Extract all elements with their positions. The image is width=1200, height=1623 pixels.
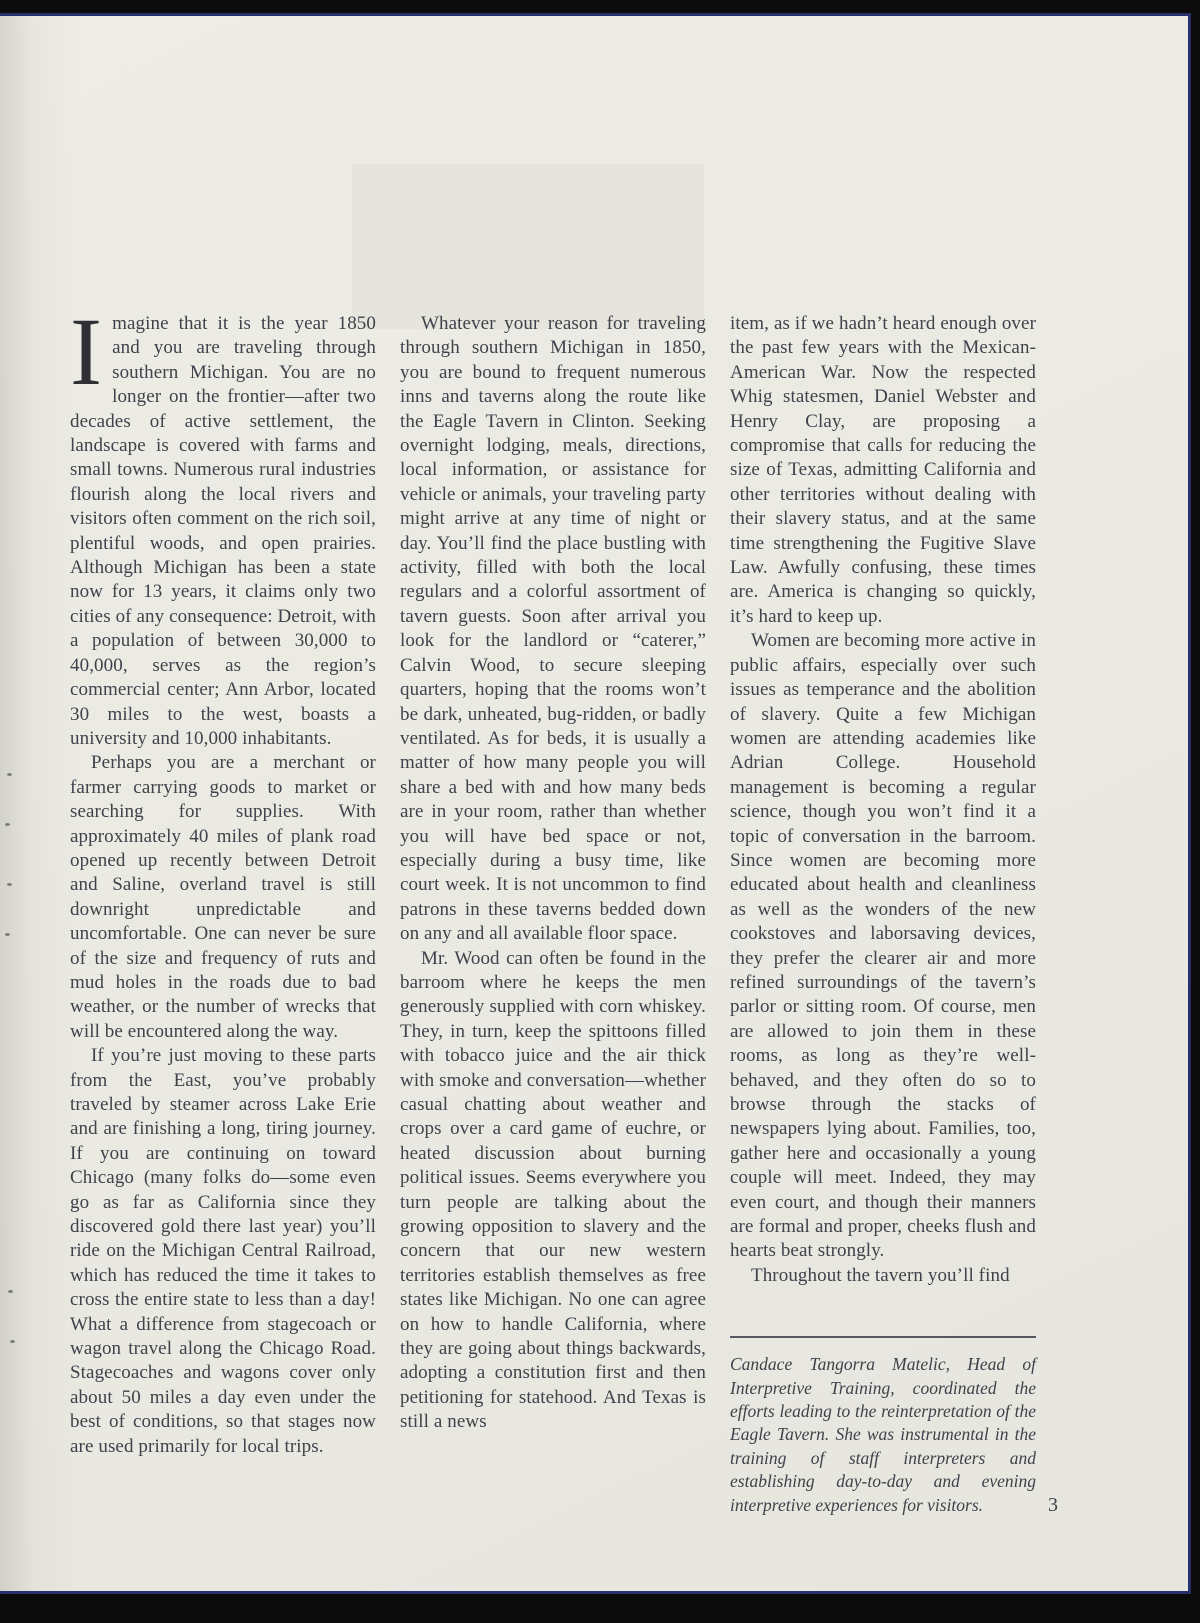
- paper-speck: [5, 823, 10, 826]
- paper-speck: [7, 773, 12, 776]
- paragraph-continuation: item, as if we hadn’t heard enough over the past few years with the Mexican-American War. Now the respected Whig statesmen, Daniel Webster and Henry Clay, are proposing a compromise that calls for reducing the size of Texas, admitting California and other territories without dealing with their slavery status, and at the same time strengthening the Fugitive Slave Law. Awfully confusing, these times are. America is changing so quickly, it’s hard to keep up.: [730, 313, 1036, 627]
- magazine-page: [0, 13, 1191, 1594]
- footnote-divider-rule: [730, 1336, 1036, 1338]
- page-number: 3: [1048, 1494, 1058, 1516]
- paragraph: Perhaps you are a merchant or farmer carrying goods to market or searching for supplies. With approximately 40 miles of plank road opened up recently between Detroit and Saline, overland travel is still downright unpredictable and uncomfortable. One can never be sure of the size and frequency of ruts and mud holes in the roads due to bad weather, or the number of wrecks that will be encountered along the way.: [70, 752, 376, 1042]
- paragraph-opening: [70, 298, 376, 751]
- paragraph-text: magine that it is the year 1850 and you are traveling through southern Michigan. You are no longer on the frontier—after two decades of active settlement, the landscape is covered with farms and small towns. Numerous rural industries flourish along the local rivers and visitors often comment on the rich soil, plentiful woods, and open prairies. Although Michigan has been a state now for 13 years, it claims only two cities of any consequence: Detroit, with a population of between 30,000 to 40,000, serves as the region’s commercial center; Ann Arbor, located 30 miles to the west, boasts a university and 10,000 inhabitants.: [70, 313, 376, 749]
- author-bio-text: Candace Tangorra Matelic, Head of Interpretive Training, coordinated the efforts leading to the reinterpretation of the Eagle Tavern. She was instrumental in the training of staff interpreters and establishing day-to-day and evening interpretive experiences for visitors.: [730, 1354, 1036, 1515]
- paragraph: If you’re just moving to these parts from the East, you’ve probably traveled by steamer across Lake Erie and are finishing a long, tiring journey. If you are continuing on toward Chicago (many folks do—some even go as far as California since they discovered gold there last year) you’ll ride on the Michigan Central Railroad, which has reduced the time it takes to cross the entire state to less than a day! What a difference from stagecoach or wagon travel along the Chicago Road. Stagecoaches and wagons cover only about 50 miles a day even under the best of conditions, so that stages now are used primarily for local trips.: [70, 1045, 376, 1457]
- text-column-3: [730, 312, 1036, 1517]
- text-column-2: [400, 312, 706, 1517]
- paper-speck: [8, 1290, 13, 1293]
- drop-cap-letter: I: [70, 298, 103, 405]
- text-column-1: [70, 298, 376, 1517]
- paragraph: Whatever your reason for traveling through southern Michigan in 1850, you are bound to frequent numerous inns and taverns along the route like the Eagle Tavern in Clinton. Seeking overnight lodging, meals, directions, local information, or assistance for vehicle or animals, your traveling party might arrive at any time of night or day. You’ll find the place bustling with activity, filled with both the local regulars and a colorful assortment of tavern guests. Soon after arrival you look for the landlord or “caterer,” Calvin Wood, to secure sleeping quarters, hoping that the rooms won’t be dark, unheated, bug-ridden, or badly ventilated. As for beds, it is usually a matter of how many people you will share a bed with and how many beds are in your room, rather than whether you will have bed space or not, especially during a busy time, like court week. It is not uncommon to find patrons in these taverns bedded down on any and all available floor space.: [400, 313, 706, 945]
- paper-speck: [5, 933, 10, 936]
- page-showthrough-ghost: [352, 164, 704, 329]
- article-body: [70, 298, 1036, 1517]
- paragraph: Mr. Wood can often be found in the barroom where he keeps the men generously supplied with corn whiskey. They, in turn, keep the spittoons filled with tobacco juice and the air thick with smoke and conversation—whether casual chatting about weather and crops over a card game of euchre, or heated discussion about burning political issues. Seems everywhere you turn people are talking about the growing opposition to slavery and the concern that our new western territories establish themselves as free states like Michigan. No one can agree on how to handle California, where they are going about things backwards, adopting a constitution first and then petitioning for statehood. And Texas is still a news: [400, 947, 706, 1433]
- author-footnote: [730, 1336, 1036, 1517]
- paper-speck: [10, 1340, 15, 1343]
- paragraph: Women are becoming more active in public affairs, especially over such issues as temperance and the abolition of slavery. Quite a few Michigan women are attending academies like Adrian College. Household management is becoming a regular science, though you won’t find it a topic of conversation in the barroom. Since women are becoming more educated about health and cleanliness as well as the wonders of the new cookstoves and laborsaving devices, they prefer the clearer air and more refined surroundings of the tavern’s parlor or sitting room. Of course, men are allowed to join them in these rooms, as long as they’re well-behaved, and they often do so to browse through the stacks of newspapers lying about. Families, too, gather here and occasionally a young couple will meet. Indeed, they may even court, and though their manners are formal and proper, cheeks flush and hearts beat strongly.: [730, 630, 1036, 1262]
- paper-speck: [7, 883, 12, 886]
- paragraph: Throughout the tavern you’ll find: [751, 1264, 1010, 1286]
